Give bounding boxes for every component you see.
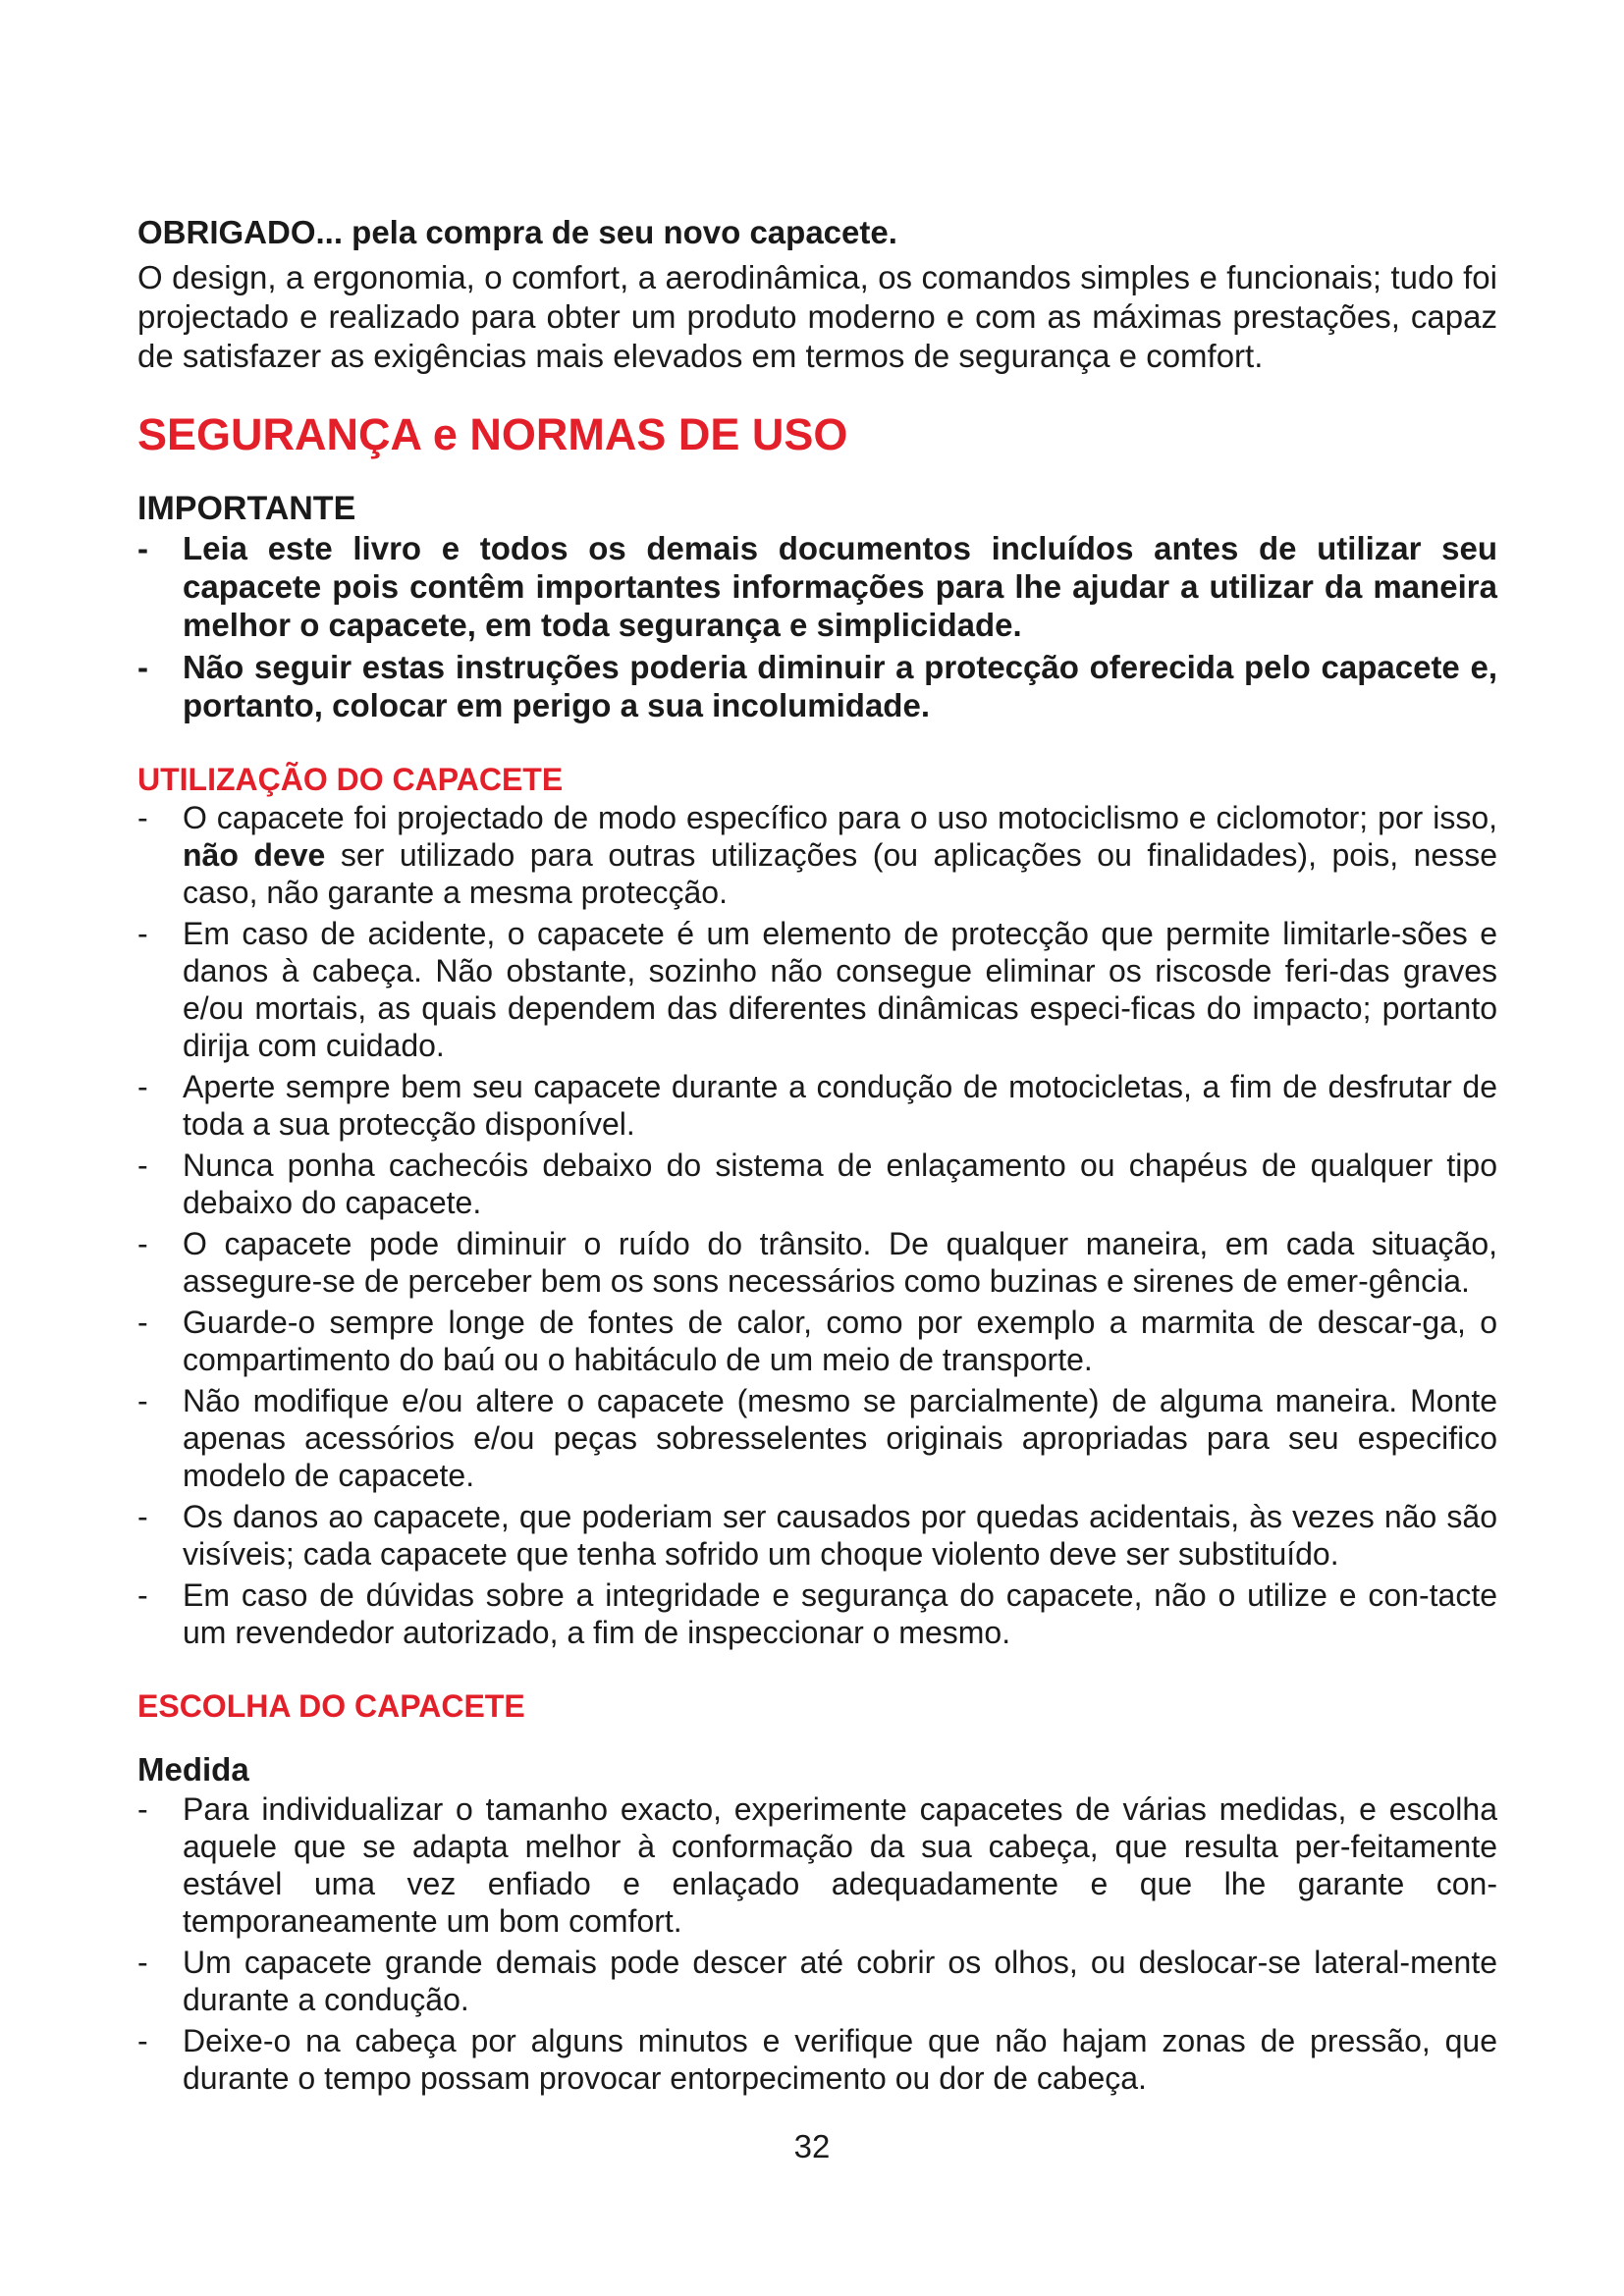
page-number: 32: [793, 2128, 831, 2164]
list-item: - Não modifique e/ou altere o capacete (mesmo se parcialmente) de alguma maneira. Monte apenas acessórios e/ou peças sobresselentes originais apropriadas para seu especifico modelo de capacete.: [137, 1383, 1497, 1493]
list-item: - Os danos ao capacete, que poderiam ser causados por quedas acidentais, às vezes não são visíveis; cada capacete que tenha sofrido um choque violento deve ser substituído.: [137, 1499, 1497, 1572]
main-heading: SEGURANÇA e NORMAS DE USO: [137, 409, 848, 459]
list-item: - Em caso de dúvidas sobre a integridade e segurança do capacete, não o utilize e con-tacte um revendedor autorizado, a fim de inspeccionar o mesmo.: [137, 1577, 1497, 1650]
list-item: - Em caso de acidente, o capacete é um elemento de protecção que permite limitarle-sões e danos à cabeça. Não obstante, sozinho não consegue eliminar os riscosde feri-das graves e/ou mortais, as quais dependem das diferentes dinâmicas especi-ficas do impacto; portanto dirija com cuidado.: [137, 916, 1497, 1063]
importante-list: [137, 529, 1497, 724]
intro-body: O design, a ergonomia, o comfort, a aerodinâmica, os comandos simples e funcionais; tudo foi projectado e realizado para obter um produto moderno e com as máximas prestações, capaz de satisfazer as exigências mais elevados em termos de segurança e comfort.: [137, 259, 1497, 374]
utilizacao-heading: UTILIZAÇÃO DO CAPACETE: [137, 762, 564, 797]
list-item: - Nunca ponha cachecóis debaixo do sistema de enlaçamento ou chapéus de qualquer tipo debaixo do capacete.: [137, 1148, 1497, 1220]
list-item: - Guarde-o sempre longe de fontes de calor, como por exemplo a marmita de descar-ga, o compartimento do baú ou o habitáculo de um meio de transporte.: [137, 1305, 1497, 1377]
importante-heading: IMPORTANTE: [137, 490, 356, 527]
list-item: - Aperte sempre bem seu capacete durante a condução de motocicletas, a fim de desfrutar de toda a sua protecção disponível.: [137, 1069, 1497, 1142]
utilizacao-list: [137, 799, 1497, 1651]
intro-title: OBRIGADO... pela compra de seu novo capacete.: [137, 214, 897, 250]
list-item: - Para individualizar o tamanho exacto, experimente capacetes de várias medidas, e escolha aquele que se adapta melhor à conformação da sua cabeça, que resulta per-feitamente estável uma vez enfiado e enlaçado adequadamente e que lhe garante con-temporaneamente um bom comfort.: [137, 1791, 1497, 1939]
medida-heading: Medida: [137, 1751, 249, 1788]
medida-list: [137, 1790, 1497, 2097]
list-item: - O capacete foi projectado de modo específico para o uso motociclismo e ciclomotor; por isso, não deve ser utilizado para outras utilizações (ou aplicações ou finalidades), pois, nesse caso, não garante a mesma protecção.: [137, 800, 1498, 910]
list-item: - Não seguir estas instruções poderia diminuir a protecção oferecida pelo capacete e, portanto, colocar em perigo a sua incolumidade.: [137, 649, 1497, 723]
list-item: - Leia este livro e todos os demais documentos incluídos antes de utilizar seu capacete pois contêm importantes informações para lhe ajudar a utilizar da maneira melhor o capacete, em toda segurança e simplicidade.: [137, 530, 1497, 643]
document-page: [137, 211, 1497, 2101]
emphasis-text: não deve: [183, 837, 326, 873]
list-item: - O capacete pode diminuir o ruído do trânsito. De qualquer maneira, em cada situação, assegure-se de perceber bem os sons necessários como buzinas e sirenes de emer-gência.: [137, 1226, 1497, 1299]
list-item: - Um capacete grande demais pode descer até cobrir os olhos, ou deslocar-se lateral-mente durante a condução.: [137, 1945, 1497, 2017]
list-item: - Deixe-o na cabeça por alguns minutos e verifique que não hajam zonas de pressão, que durante o tempo possam provocar entorpecimento ou dor de cabeça.: [137, 2023, 1497, 2096]
escolha-heading: ESCOLHA DO CAPACETE: [137, 1688, 525, 1724]
